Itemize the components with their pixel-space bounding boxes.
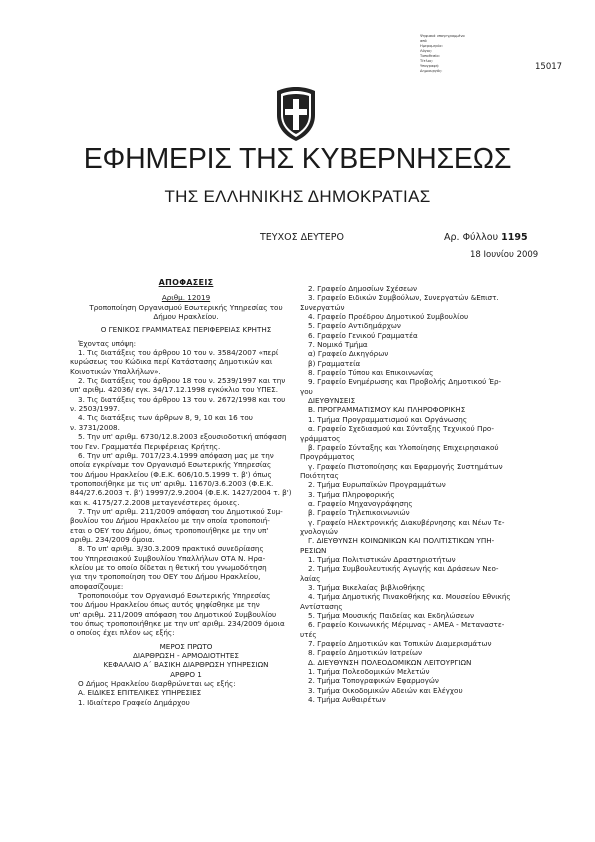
issue-date: 18 Ιουνίου 2009	[470, 250, 539, 260]
text-line: του Υπηρεσιακού Συμβουλίου Υπαλλήλων ΟΤΑ Ν. Ηρα-	[70, 553, 266, 563]
part-subheading: ΔΙΑΡΘΡΩΣΗ - ΑΡΜΟΔΙΟΤΗΤΕΣ	[133, 651, 239, 661]
issue-label: ΤΕΥΧΟΣ ΔΕΥΤΕΡΟ	[260, 232, 344, 243]
stamp-line: Δημιουργός:	[420, 69, 443, 73]
list-item: 1. Τμήμα Πολιτιστικών Δραστηριοτήτων	[308, 554, 456, 564]
list-item: Προγράμματος	[300, 452, 355, 462]
section-label: ΡΕΣΙΩΝ	[300, 545, 327, 555]
text-line: ν. 3731/2008.	[70, 422, 120, 432]
list-item: 5. Τμήμα Μουσικής Παιδείας και Εκδηλώσεων	[308, 611, 474, 621]
list-item: 2. Τμήμα Τοπογραφικών Εφαρμογών	[308, 676, 439, 686]
list-item: 6. Γραφείο Γενικού Γραμματέα	[308, 330, 418, 340]
right-column	[300, 284, 528, 704]
stamp-line: Λόγος:	[420, 49, 433, 53]
text-line: κλείου με το οποίο δίδεται η θετική του γνωμοδότηση	[70, 562, 267, 572]
list-item: χνολογιών	[300, 526, 338, 536]
text-line: αποφασίζουμε:	[70, 581, 124, 591]
text-line: 8. Το υπ' αριθμ. 3/30.3.2009 πρακτικό συνεδρίασης	[78, 544, 264, 554]
list-item: υτές	[300, 629, 317, 639]
gazette-subtitle: ΤΗΣ ΕΛΛΗΝΙΚΗΣ ΔΗΜΟΚΡΑΤΙΑΣ	[164, 187, 431, 206]
stamp-line: Ημερομηνία:	[420, 44, 443, 48]
list-item: 4. Τμήμα Δημοτικής Πινακοθήκης κα. Μουσείου Εθνικής	[308, 592, 511, 602]
text-line: 5. Την υπ' αριθμ. 6730/12.8.2003 εξουσιοδοτική απόφαση	[78, 432, 287, 442]
text-line: του Γεν. Γραμματέα Περιφέρειας Κρήτης.	[70, 441, 221, 451]
list-item: 6. Γραφείο Κοινωνικής Μέριμνας - ΑΜΕΑ - Μεταναστε-	[308, 620, 505, 630]
sheet-number-value: 1195	[501, 232, 528, 243]
list-item: 7. Γραφείο Δημοτικών και Τοπικών Διαμερισμάτων	[308, 639, 492, 649]
list-item: 7. Νομικό Τμήμα	[308, 340, 368, 350]
article-heading: ΑΡΘΡΟ 1	[170, 669, 202, 679]
list-item: β) Γραμματεία	[308, 358, 361, 368]
list-item: Ποιότητας	[300, 470, 339, 480]
list-item: γ. Γραφείο Πιστοποίησης και Εφαρμογής Συστημάτων	[308, 461, 503, 471]
list-item: γου	[300, 386, 313, 396]
section-label: Α. ΕΙΔΙΚΕΣ ΕΠΙΤΕΛΙΚΕΣ ΥΠΗΡΕΣΙΕΣ	[78, 688, 202, 698]
text-line: Τροποποιούμε τον Οργανισμό Εσωτερικής Υπηρεσίας	[78, 591, 271, 600]
list-item: β. Γραφείο Σύνταξης και Υλοποίησης Επιχειρησιακού	[308, 442, 499, 452]
list-item: 1. Ιδιαίτερο Γραφείο Δημάρχου	[78, 697, 190, 707]
text-line: Έχοντας υπόψη:	[78, 338, 137, 348]
list-item: 2. Γραφείο Δημοσίων Σχέσεων	[308, 284, 417, 293]
text-line: κυρώσεως του Κώδικα περί Κατάστασης Δημοτικών και	[70, 357, 273, 367]
page-number: 15017	[535, 62, 563, 72]
text-line: υπ' αριθμ. 211/2009 απόφαση του Δημοτικού Συμβουλίου	[70, 609, 277, 619]
list-item: 2. Τμήμα Ευρωπαϊκών Προγραμμάτων	[308, 480, 446, 490]
section-label: Β. ΠΡΟΓΡΑΜΜΑΤΙΣΜΟΥ ΚΑΙ ΠΛΗΡΟΦΟΡΙΚΗΣ	[308, 405, 466, 415]
section-heading: ΑΠΟΦΑΣΕΙΣ	[158, 278, 214, 287]
list-item: 4. Τμήμα Αυθαιρέτων	[308, 695, 386, 705]
list-item: Συνεργατών	[300, 302, 345, 312]
list-item: α) Γραφείο Δικηγόρων	[308, 349, 389, 359]
text-line: αριθμ. 234/2009 όμοια.	[70, 534, 155, 544]
decision-subject: Δήμου Ηρακλείου.	[153, 312, 219, 322]
list-item: 8. Γραφείο Δημοτικών Ιατρείων	[308, 648, 423, 658]
text-line: και κ. 4175/27.2.2008 μεταγενέστερες όμοιες.	[70, 497, 240, 507]
text-line: Ο Δήμος Ηρακλείου διαρθρώνεται ως εξής:	[78, 679, 236, 689]
list-item: 1. Τμήμα Πολεοδομικών Μελετών	[308, 667, 430, 677]
list-item: 9. Γραφείο Ενημέρωσης και Προβολής Δημοτικού Έρ-	[308, 377, 502, 387]
list-item: 3. Τμήμα Πληροφορικής	[308, 489, 395, 499]
stamp-line: Τίτλος:	[420, 59, 434, 63]
text-line: οποία εγκρίναμε τον Οργανισμό Εσωτερικής Υπηρεσίας	[70, 460, 272, 470]
coat-of-arms-icon	[273, 85, 319, 143]
text-line: τροποποιήθηκε με τις υπ' αριθμ. 11670/3.6.2003 (Φ.Ε.Κ.	[70, 478, 274, 488]
sheet-number	[444, 232, 528, 243]
list-item: 3. Γραφείο Ειδικών Συμβούλων, Συνεργατών &Επιστ.	[308, 293, 499, 303]
list-item: 2. Τμήμα Συμβουλευτικής Αγωγής και Δράσεων Νεο-	[308, 564, 499, 574]
section-label: Γ. ΔΙΕΥΘΥΝΣΗ ΚΟΙΝΩΝΙΚΩΝ ΚΑΙ ΠΟΛΙΤΙΣΤΙΚΩΝ ΥΠΗ-	[308, 536, 495, 546]
stamp-line: Τοποθεσία:	[420, 54, 440, 58]
sheet-label: Αρ. Φύλλου	[444, 232, 499, 243]
issuing-authority: Ο ΓΕΝΙΚΟΣ ΓΡΑΜΜΑΤΕΑΣ ΠΕΡΙΦΕΡΕΙΑΣ ΚΡΗΤΗΣ	[100, 325, 272, 335]
list-item: λαίας	[300, 573, 321, 583]
section-label: Δ. ΔΙΕΥΘΥΝΣΗ ΠΟΛΕΟΔΟΜΙΚΩΝ ΛΕΙΤΟΥΡΓΙΩΝ	[308, 657, 472, 667]
left-column	[70, 278, 302, 707]
text-line: 4. Τις διατάξεις των άρθρων 8, 9, 10 και 16 του	[78, 413, 253, 423]
digital-signature-stamp	[420, 34, 478, 74]
text-line: ν. 2503/1997.	[70, 404, 120, 414]
decision-number: Αριθμ. 12019	[161, 293, 211, 303]
text-line: Κοινοτικών Υπαλλήλων».	[70, 366, 161, 376]
text-line: υπ' αριθμ. 42036/ εγκ. 34/17.12.1998 εγκύκλιο του ΥΠΕΣ.	[70, 385, 279, 395]
list-item: γ. Γραφείο Ηλεκτρονικής Διακυβέρνησης και Νέων Τε-	[308, 517, 505, 527]
section-label: ΔΙΕΥΘΥΝΣΕΙΣ	[308, 396, 356, 406]
text-line: 844/27.6.2003 τ. β') 19997/2.9.2004 (Φ.Ε.Κ. 1427/2004 τ. β')	[70, 488, 292, 498]
list-item: 3. Τμήμα Βικελαίας βιβλιοθήκης	[308, 583, 426, 592]
text-line: 3. Τις διατάξεις του άρθρου 13 του ν. 2672/1998 και του	[78, 394, 286, 404]
list-item: 8. Γραφείο Τύπου και Επικοινωνίας	[308, 368, 434, 378]
text-line: του Δήμου Ηρακλείου (Φ.Ε.Κ. 606/10.5.1999 τ. β') όπως	[70, 469, 272, 479]
list-item: α. Γραφείο Σχεδιασμού και Σύνταξης Τεχνικού Προ-	[308, 424, 494, 434]
text-line: του όπως τροποποιήθηκε με την υπ' αριθμ. 234/2009 όμοια	[70, 619, 285, 629]
part-heading: ΜΕΡΟΣ ΠΡΩΤΟ	[159, 641, 213, 651]
list-item: α. Γραφείο Μηχανογράφησης	[308, 498, 413, 508]
text-line: 6. Την υπ' αριθμ. 7017/23.4.1999 απόφαση μας με την	[78, 450, 274, 460]
decision-subject: Τροποποίηση Οργανισμού Εσωτερικής Υπηρεσίας του	[89, 302, 283, 312]
text-line: βουλίου του Δήμου Ηρακλείου με την οποία τροποποιή-	[70, 516, 270, 526]
text-line: για την τροποποίηση του ΟΕΥ του Δήμου Ηρακλείου,	[70, 572, 261, 582]
stamp-line: Ψηφιακά υπογεγραμμένο	[420, 34, 465, 38]
list-item: γράμματος	[300, 433, 341, 443]
text-line: 2. Τις διατάξεις του άρθρου 18 του ν. 2539/1997 και την	[78, 376, 286, 386]
text-line: 7. Την υπ' αριθμ. 211/2009 απόφαση του Δημοτικού Συμ-	[78, 506, 283, 516]
text-line: ο οποίος έχει πλέον ως εξής:	[70, 628, 175, 638]
list-item: Αντίστασης	[300, 601, 343, 611]
stamp-line: από	[420, 39, 427, 43]
gazette-title: ΕΦΗΜΕΡΙΣ ΤΗΣ ΚΥΒΕΡΝΗΣΕΩΣ	[83, 143, 512, 175]
chapter-heading: ΚΕΦΑΛΑΙΟ Α΄ ΒΑΣΙΚΗ ΔΙΑΡΘΡΩΣΗ ΥΠΗΡΕΣΙΩΝ	[103, 660, 269, 670]
list-item: β. Γραφείο Τηλεπικοινωνιών	[308, 508, 410, 518]
text-line: εται ο ΟΕΥ του Δήμου, όπως τροποποιήθηκε με την υπ'	[70, 525, 269, 535]
list-item: 5. Γραφείο Αντιδημάρχων	[308, 321, 401, 331]
list-item: 3. Τμήμα Οικοδομικών Αδειών και Ελέγχου	[308, 685, 463, 695]
text-line: 1. Τις διατάξεις του άρθρου 10 του ν. 3584/2007 «περί	[78, 348, 279, 358]
text-line: του Δήμου Ηρακλείου όπως αυτός ψηφίσθηκε με την	[70, 600, 260, 610]
list-item: 4. Γραφείο Προέδρου Δημοτικού Συμβουλίου	[308, 312, 469, 322]
list-item: 1. Τμήμα Προγραμματισμού και Οργάνωσης	[308, 414, 468, 424]
stamp-line: Υπογραφή:	[420, 64, 440, 68]
